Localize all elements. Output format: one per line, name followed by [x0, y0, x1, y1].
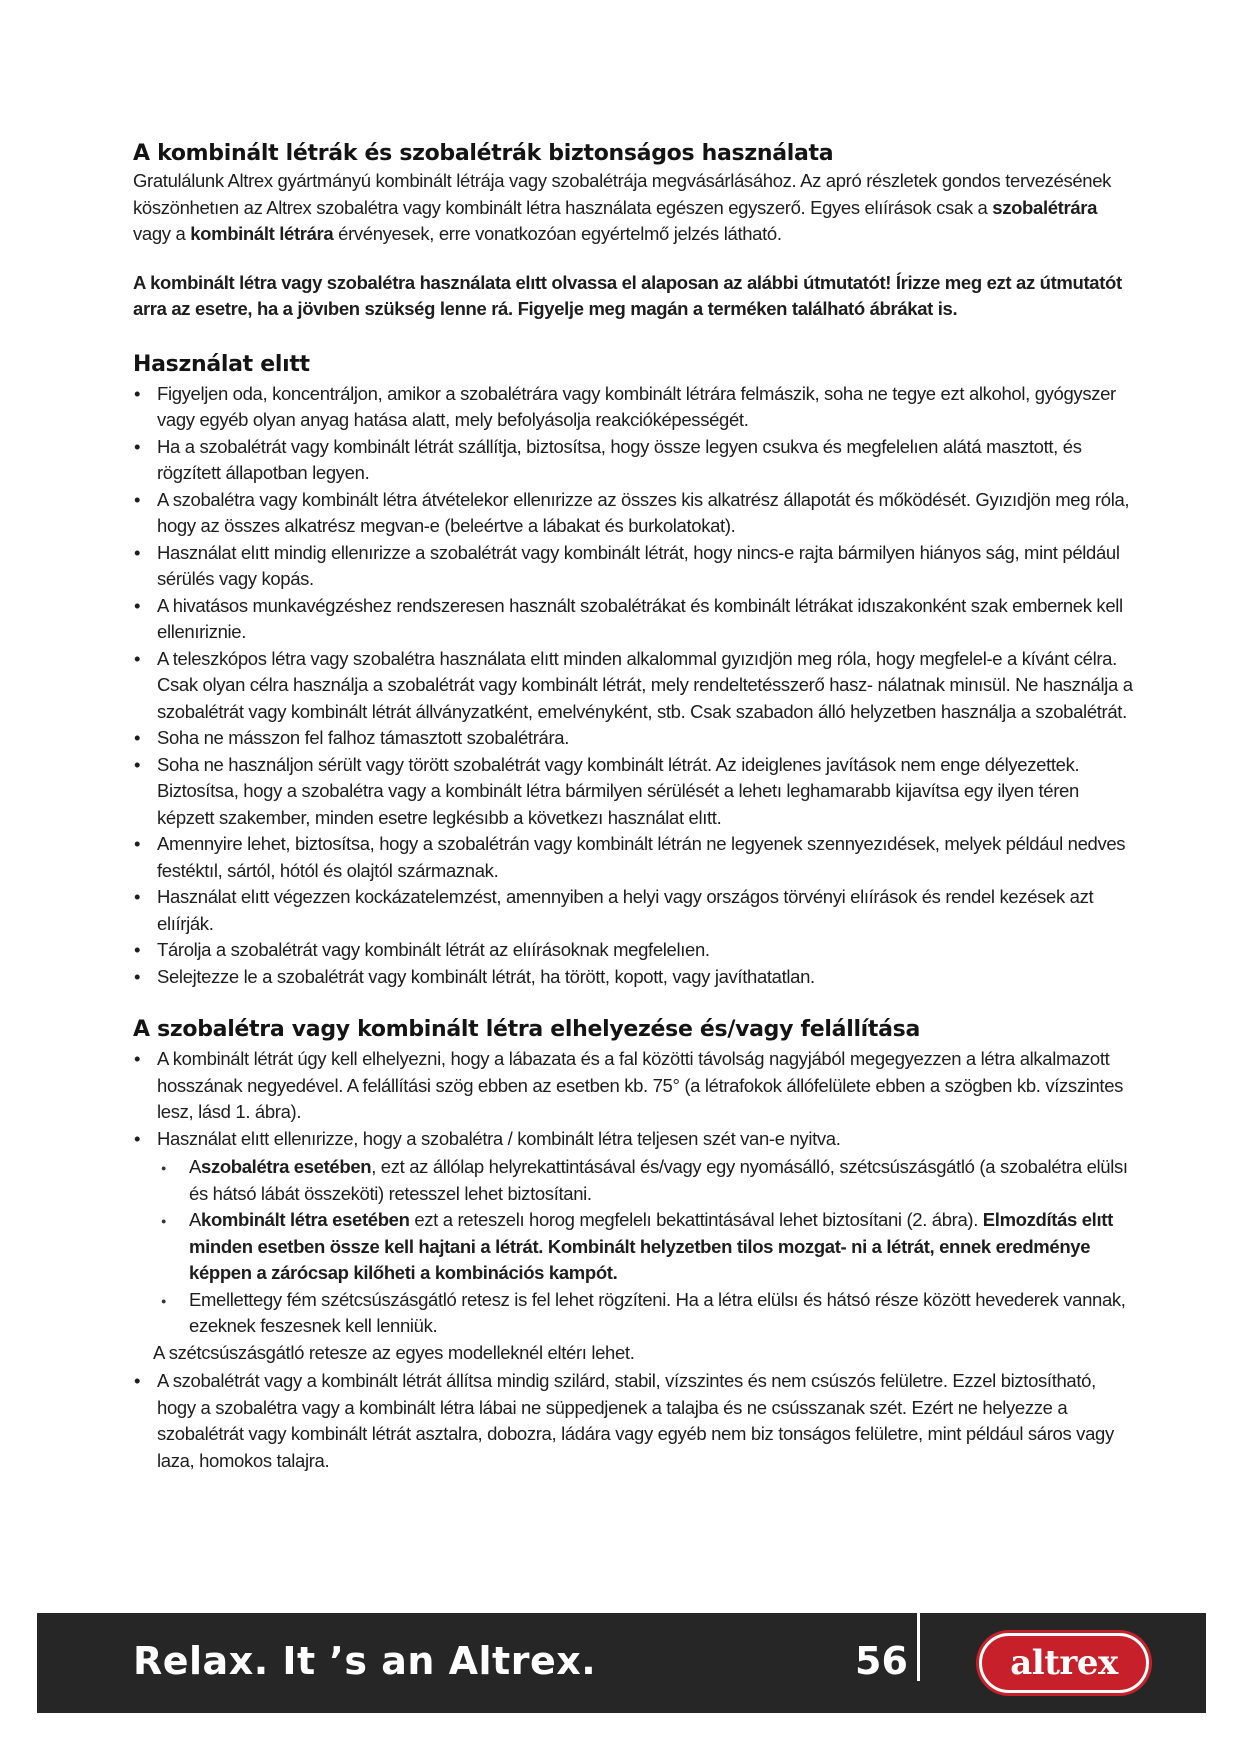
section-heading-before-use: Használat elıtt: [133, 351, 310, 377]
page-title: A kombinált létrák és szobalétrák biztonságos használata: [133, 141, 834, 166]
list-item: • Tárolja a szobalétrát vagy kombinált létrát az elıírásoknak megfelelıen.: [133, 937, 1139, 964]
list-item: • Selejtezze le a szobalétrát vagy kombinált létrát, ha törött, kopott, vagy javíthatatlan.: [133, 964, 1139, 991]
intro-bold-1: szobalétrára: [992, 196, 1098, 218]
sub-list-item: ● Emellettegy fém szétcsúszásgátló retesz is fel lehet rögzíteni. Ha a létra elülsı és hátsó része között hevederek vannak, ezeknek feszesnek kell lenniük.: [157, 1287, 1139, 1340]
list-item: • Használat elıtt mindig ellenırizze a szobalétrát vagy kombinált létrát, hogy nincs-e rajta bármilyen hiányos ság, mint például sérülés vagy kopás.: [133, 540, 1139, 593]
warning-paragraph: A kombinált létra vagy szobalétra használata elıtt olvassa el alaposan az alábbi útmutatót! Írizze meg ezt az útmutatót arra az esetre, ha a jövıben szükség lenne rá. Figyelje meg magán a terméken található ábrákat is.: [133, 271, 1122, 319]
list-item: • A teleszkópos létra vagy szobalétra használata elıtt minden alkalommal gyızıdjön meg róla, hogy megfelel-e a kívánt célra. Csak olyan célra használja a szobalétrát vagy kombinált létrát, mely rendeltetésszerő hasz- nálatnak minısül. Ne használja a szobalétrát vagy kombinált létrát állványzatként, emelvényként, stb. Csak szabadon álló helyzetben használja a szobalétrát.: [133, 646, 1139, 726]
note-text: A szétcsúszásgátló retesze az egyes modelleknél eltérı lehet.: [153, 1341, 635, 1363]
list-item-text: Használat elıtt ellenırizze, hogy a szobalétra / kombinált létra teljesen szét van-e nyitva.: [157, 1127, 841, 1149]
sub-prefix: A: [189, 1156, 201, 1177]
sub-text: ezt a reteszelı horog megfelelı bekattintásával lehet biztosítani (2. ábra).: [409, 1209, 983, 1230]
list-item: • Ha a szobalétrát vagy kombinált létrát szállítja, biztosítsa, hogy össze legyen csukva és megfelelıen alátá masztott, és rögzített állapotban legyen.: [133, 434, 1139, 487]
list-item: • A szobalétra vagy kombinált létra átvételekor ellenırizze az összes kis alkatrész állapotát és mőködését. Gyızıdjön meg róla, hogy az összes alkatrész megvan-e (beleértve a lábakat és burkolatokat).: [133, 487, 1139, 540]
list-item: • Használat elıtt végezzen kockázatelemzést, amennyiben a helyi vagy országos törvényi elıírások és rendel kezések azt elıírják.: [133, 884, 1139, 937]
before-use-list: [133, 381, 1139, 991]
list-item: • A szobalétrát vagy a kombinált létrát állítsa mindig szilárd, stabil, vízszintes és nem csúszós felületre. Ezzel biztosítható, hogy a szobalétra vagy a kombinált létra lábai ne süppedjenek a talajba és ne csússzanak szét. Ezért ne helyezze a szobalétrát vagy kombinált létrát asztalra, dobozra, ládára vagy egyéb nem biz tonságos felületre, mint például sáros vagy laza, homokos talajra.: [133, 1368, 1139, 1474]
list-item: • A kombinált létrát úgy kell elhelyezni, hogy a lábazata és a fal közötti távolság nagyjából megegyezzen a létra alkalmazott hosszának negyedével. A felállítási szög ebben az esetben kb. 75° (a létrafokok állófelülete ebben a szögben kb. vízszintes lesz, lásd 1. ábra).: [133, 1046, 1139, 1126]
section-heading-placement: A szobalétra vagy kombinált létra elhelyezése és/vagy felállítása: [133, 1017, 921, 1042]
footer-bar: [37, 1613, 1206, 1713]
list-item: • A hivatásos munkavégzéshez rendszeresen használt szobalétrákat és kombinált létrákat idıszakonként szak embernek kell ellenıriznie.: [133, 593, 1139, 646]
intro-text-3: érvényesek, erre vonatkozóan egyértelmő jelzés látható.: [333, 223, 782, 244]
placement-list: [133, 1046, 1139, 1152]
sub-bold: szobalétra esetében: [201, 1156, 372, 1177]
footer-slogan: Relax. It ’s an Altrex.: [133, 1639, 597, 1683]
sub-list: [133, 1154, 1139, 1340]
sub-list-item: [157, 1207, 1139, 1287]
list-item: • Soha ne másszon fel falhoz támasztott szobalétrára.: [133, 725, 1139, 752]
placement-list-continued: [133, 1368, 1139, 1474]
page-content: [133, 140, 1139, 1474]
sub-bold-warning: Elmozdítás elıtt minden esetben össze kell hajtani a létrát. Kombinált helyzetben tilos mozgat- ni a létrát, ennek eredménye képpen a zárócsap kilőheti a kombinációs kampót.: [189, 1209, 1113, 1283]
list-item: [133, 1126, 1139, 1153]
sub-list-item: [157, 1154, 1139, 1207]
intro-text-2: vagy a: [133, 223, 191, 244]
sub-bold: kombinált létra esetében: [201, 1209, 410, 1230]
page-number: 56: [855, 1639, 908, 1683]
sub-text: , ezt az állólap helyrekattintásával és/vagy egy nyomásálló, szétcsúszásgátló (a szobalétra elülsı és hátsó lábát összeköti) retesszel lehet biztosítani.: [189, 1156, 1128, 1204]
intro-bold-2: kombinált létrára: [190, 223, 334, 244]
sub-prefix: A: [189, 1209, 201, 1230]
altrex-logo: [979, 1633, 1149, 1693]
logo-text: altrex: [1010, 1643, 1118, 1683]
intro-text-1: Gratulálunk Altrex gyártmányú kombinált létrája vagy szobalétrája megvásárlásához. Az apró részletek gondos tervezésének köszönhetıen az Altrex szobalétra vagy kombinált létra használata egészen egyszerő. Egyes elıírások csak a: [133, 170, 1112, 218]
footer-divider: [917, 1613, 920, 1681]
list-item: • Soha ne használjon sérült vagy törött szobalétrát vagy kombinált létrát. Az ideiglenes javítások nem enge délyezettek. Biztosítsa, hogy a szobalétra vagy a kombinált létra bármilyen sérülését a lehetı leghamarabb kijavítsa egy ilyen téren képzett szakember, minden esetre legkésıbb a következı használat elıtt.: [133, 752, 1139, 832]
list-item: • Figyeljen oda, koncentráljon, amikor a szobalétrára vagy kombinált létrára felmászik, soha ne tegye ezt alkohol, gyógyszer vagy egyéb olyan anyag hatása alatt, mely befolyásolja reakcióképességét.: [133, 381, 1139, 434]
intro-paragraph: [133, 168, 1139, 248]
list-item: • Amennyire lehet, biztosítsa, hogy a szobalétrán vagy kombinált létrán ne legyenek szennyezıdések, melyek például nedves festéktıl, sártól, hótól és olajtól származnak.: [133, 831, 1139, 884]
